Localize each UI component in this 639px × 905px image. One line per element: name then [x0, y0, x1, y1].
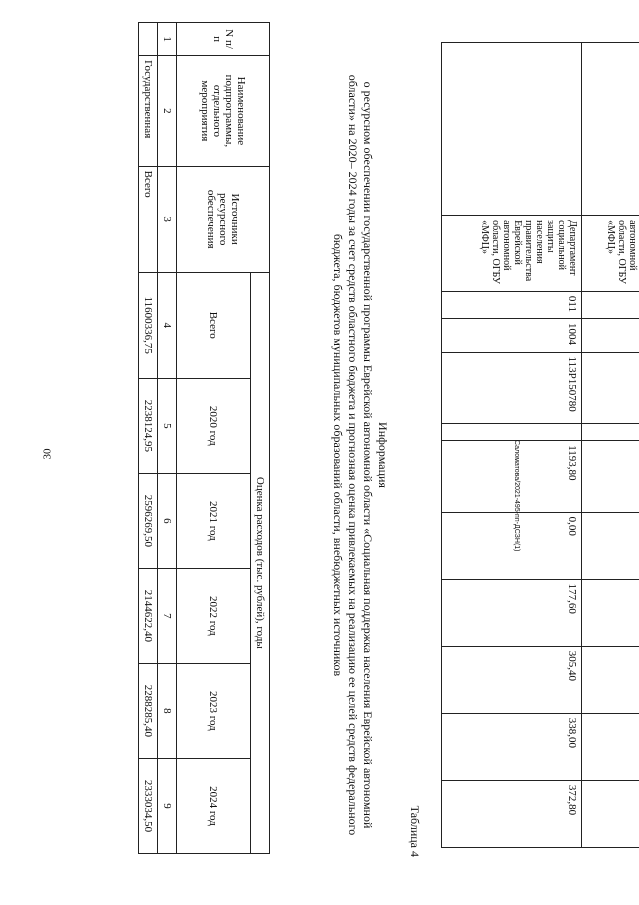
table-cell: Департамент социальной защиты населения правительства Еврейской автономной области, ОГБУ «МФЦ»: [442, 216, 582, 292]
index-cell: 7: [158, 568, 177, 663]
header-year: Всего: [177, 272, 251, 378]
index-cell: 1: [158, 23, 177, 56]
table-cell: [582, 423, 639, 440]
table-number: Таблица 4: [408, 805, 422, 857]
table-row: [139, 23, 158, 854]
table-cell: [582, 512, 639, 579]
table-cell: 2144622,40: [139, 568, 158, 663]
table-cell: 372,80: [442, 780, 582, 847]
table-cell: 338,00: [442, 713, 582, 780]
table-cell: автономной области, ОГБУ «МФЦ»: [582, 216, 639, 292]
table-cell: 305,40: [442, 646, 582, 713]
table-cell: 1193,80: [442, 441, 582, 512]
table-cell: [582, 291, 639, 318]
document-title: Информация: [376, 422, 390, 488]
table-cell: [582, 646, 639, 713]
header-source: Источники ресурсного обеспечения: [177, 166, 270, 272]
header-num: N п/п: [177, 23, 270, 56]
index-cell: 3: [158, 166, 177, 272]
header-group: Оценка расходов (тыс. рублей), годы: [251, 272, 270, 853]
table-cell: [139, 23, 158, 56]
continuation-table: [441, 42, 639, 848]
table-row: [442, 43, 582, 848]
table-cell: 2238124,95: [139, 378, 158, 473]
table-cell: 011: [442, 291, 582, 318]
table-cell: 2596269,50: [139, 473, 158, 568]
table-cell: 2288285,40: [139, 663, 158, 758]
table-cell: 113P150780: [442, 352, 582, 423]
rotated-content: [70, 0, 638, 905]
table-row: [582, 43, 639, 848]
table-cell: [582, 319, 639, 353]
table-cell: Государственная: [139, 56, 158, 167]
header-year: 2020 год: [177, 378, 251, 473]
table-cell: [582, 713, 639, 780]
header-year: 2021 год: [177, 473, 251, 568]
index-cell: 4: [158, 272, 177, 378]
footer-code: Саломатова/2021-495-пп-ДСЗН(1): [513, 440, 520, 552]
table-cell: [442, 43, 582, 216]
table-cell: [442, 423, 582, 440]
table-cell: 0,00: [442, 512, 582, 579]
table-cell: 1004: [442, 319, 582, 353]
index-row: [158, 23, 177, 854]
table-cell: 11600336,75: [139, 272, 158, 378]
document-subtitle: о ресурсном обеспечении государственной программы Еврейской автономной области «Социальная поддержка населения Еврейской автономной области» на 2020– 2024 годы за счет средств областного бюджета и прогнозная оценка привлекаемых на реализацию ее целей средств федерального бюджета, бюджетов муниципальных образований области, внебюджетных источников: [331, 74, 375, 836]
table-cell: [582, 43, 639, 216]
index-cell: 2: [158, 56, 177, 167]
table-cell: [582, 352, 639, 423]
index-cell: 5: [158, 378, 177, 473]
index-cell: 9: [158, 758, 177, 853]
table-cell: 177,60: [442, 579, 582, 646]
document-title-block: [330, 60, 390, 850]
table-cell: [582, 579, 639, 646]
index-cell: 6: [158, 473, 177, 568]
table-cell: 2333034,50: [139, 758, 158, 853]
header-name: Наименование подпрограммы, отдельного мероприятия: [177, 56, 270, 167]
header-year: 2022 год: [177, 568, 251, 663]
table-cell: Всего: [139, 166, 158, 272]
page-number: 30: [41, 448, 54, 460]
header-row: [251, 23, 270, 854]
index-cell: 8: [158, 663, 177, 758]
table-cell: [582, 780, 639, 847]
table-cell: [582, 441, 639, 512]
resource-table: [138, 22, 270, 854]
header-year: 2024 год: [177, 758, 251, 853]
header-year: 2023 год: [177, 663, 251, 758]
